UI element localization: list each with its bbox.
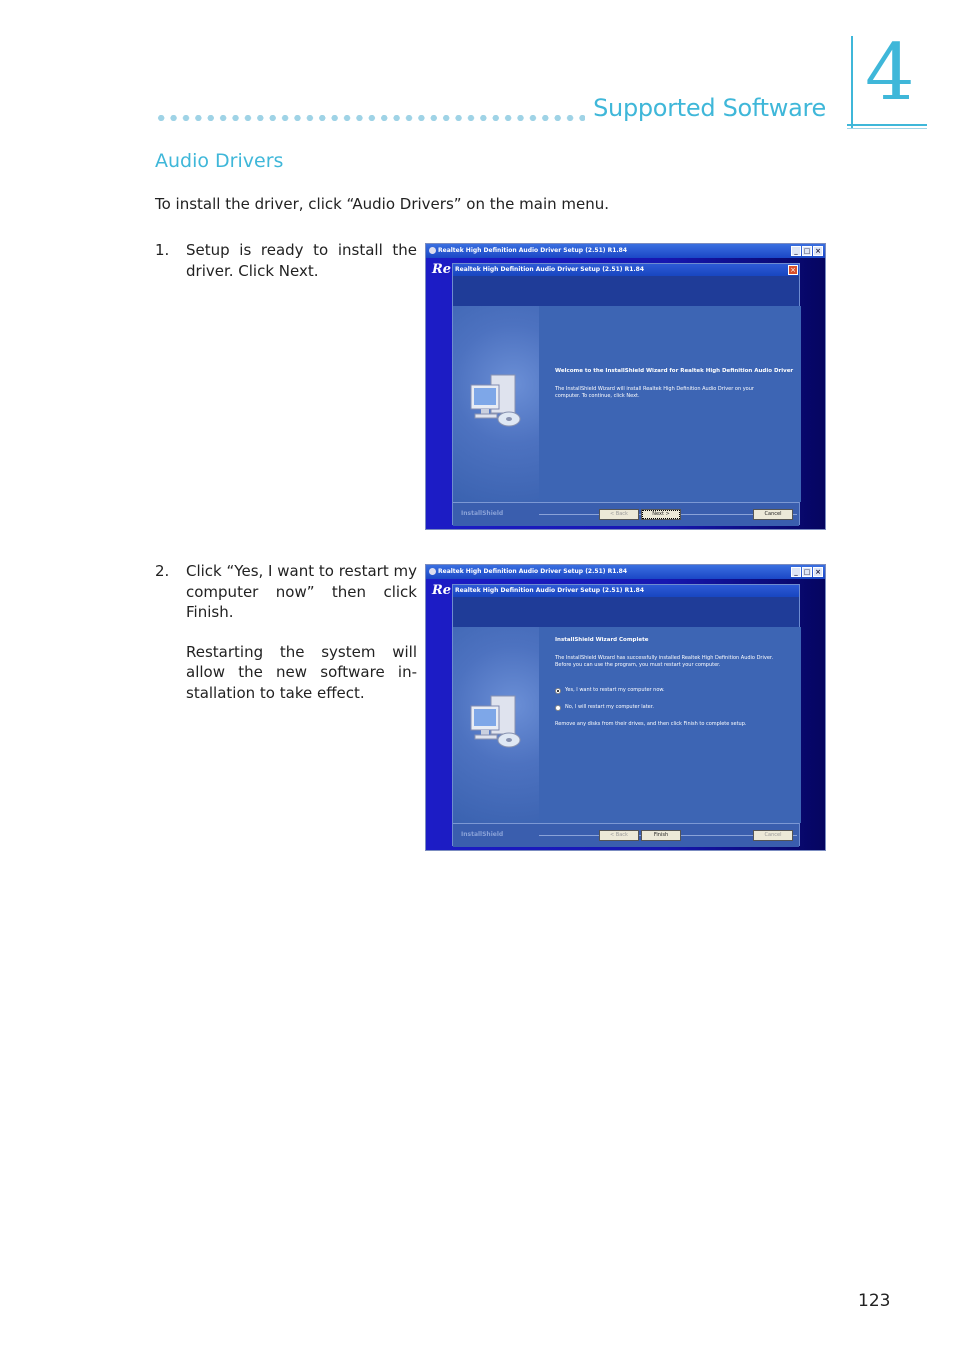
chapter-marker (847, 28, 927, 130)
wizard-content (539, 627, 801, 823)
computer-icon (467, 692, 523, 752)
chapter-marker-shadow-line (847, 128, 927, 129)
outer-window-title: Realtek High Definition Audio Driver Setup (2.51) R1.84 (438, 247, 627, 254)
wizard-body: The InstallShield Wizard will install Realtek High Definition Audio Driver on your computer. To continue, click Next. (555, 386, 754, 399)
dotted-rule (155, 114, 585, 122)
step-note: Restarting the system will allow the new software in-stallation to take effect. (186, 642, 417, 702)
restart-now-label: Yes, I want to restart my computer now. (565, 687, 665, 693)
wizard-heading: InstallShield Wizard Complete (555, 637, 649, 643)
realtek-logo: Re (432, 262, 452, 277)
restart-later-label: No, I will restart my computer later. (565, 704, 654, 710)
close-icon[interactable]: × (788, 265, 798, 275)
restart-later-option[interactable] (555, 704, 801, 711)
restart-now-option[interactable] (555, 687, 801, 694)
close-icon[interactable]: × (813, 567, 823, 577)
radio-unselected-icon[interactable] (555, 705, 561, 711)
step-text: Click “Yes, I want to restart my computer now” then click Finish. (186, 562, 417, 621)
back-button[interactable]: < Back (599, 830, 639, 841)
wizard-side-panel (453, 306, 539, 502)
outer-window-titlebar (426, 244, 825, 258)
wizard-dialog (452, 263, 800, 525)
outer-window-titlebar (426, 565, 825, 579)
maximize-icon[interactable]: □ (803, 568, 811, 576)
wizard-title: Realtek High Definition Audio Driver Setup (2.51) R1.84 (453, 264, 799, 276)
wizard-heading: Welcome to the InstallShield Wizard for Realtek High Definition Audio Driver (555, 368, 794, 374)
chapter-marker-vertical-line (851, 36, 853, 128)
outer-window-title: Realtek High Definition Audio Driver Setup (2.51) R1.84 (438, 568, 627, 575)
screenshot-welcome (425, 243, 826, 530)
wizard-footer (453, 823, 799, 847)
screenshot-complete (425, 564, 826, 851)
cancel-button[interactable]: Cancel (753, 830, 793, 841)
page-number: 123 (858, 1291, 891, 1311)
minimize-icon[interactable]: _ (791, 567, 801, 577)
wizard-dialog (452, 584, 800, 846)
radio-selected-icon[interactable] (555, 688, 561, 694)
step-1 (155, 240, 417, 281)
back-button[interactable]: < Back (599, 509, 639, 520)
chapter-number: 4 (865, 28, 915, 118)
intro-text: To install the driver, click “Audio Drivers” on the main menu. (155, 195, 610, 213)
chapter-marker-horizontal-line (847, 124, 927, 126)
computer-icon (467, 371, 523, 431)
wizard-banner (453, 276, 799, 306)
finish-button[interactable]: Finish (641, 830, 681, 841)
step-2 (155, 561, 417, 703)
step-number: 2. (155, 562, 170, 580)
wizard-footer (453, 502, 799, 526)
installshield-brand: InstallShield (461, 510, 504, 517)
realtek-logo: Re (432, 583, 452, 598)
installshield-brand: InstallShield (461, 831, 504, 838)
section-title: Supported Software (593, 94, 826, 122)
wizard-note: Remove any disks from their drives, and then click Finish to complete setup. (555, 721, 747, 727)
next-button[interactable]: Next > (641, 509, 681, 520)
wizard-side-panel (453, 627, 539, 823)
cancel-button[interactable]: Cancel (753, 509, 793, 520)
wizard-title: Realtek High Definition Audio Driver Setup (2.51) R1.84 (453, 585, 799, 597)
maximize-icon[interactable]: □ (803, 247, 811, 255)
app-icon (429, 247, 436, 254)
step-text: Setup is ready to install the driver. Click Next. (186, 241, 417, 280)
app-icon (429, 568, 436, 575)
close-icon[interactable]: × (813, 246, 823, 256)
wizard-content (539, 306, 801, 502)
wizard-body: The InstallShield Wizard has successfully installed Realtek High Definition Audio Driver. Before you can use the program, you must restart your computer. (555, 655, 774, 668)
minimize-icon[interactable]: _ (791, 246, 801, 256)
wizard-banner (453, 597, 799, 627)
section-subtitle: Audio Drivers (155, 150, 284, 172)
step-number: 1. (155, 241, 170, 259)
